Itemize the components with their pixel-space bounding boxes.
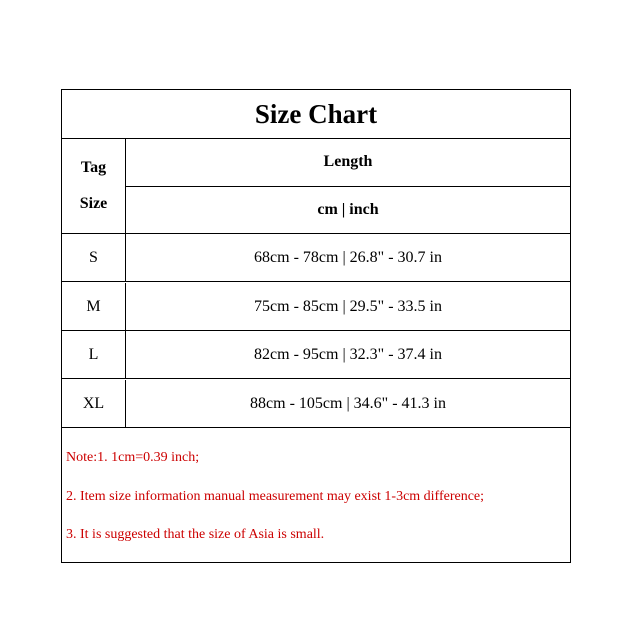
table-row (62, 234, 570, 282)
length-header: Length (126, 138, 570, 187)
table-row (62, 331, 570, 379)
size-chart-table (61, 89, 571, 563)
tag-size-header-line1: Tag (80, 158, 107, 176)
table-row (62, 283, 570, 331)
length-cell: 82cm - 95cm | 32.3" - 37.4 in (254, 345, 442, 363)
note-item: 3. It is suggested that the size of Asia is small. (66, 527, 325, 542)
size-cell: XL (62, 380, 126, 427)
note-item: 2. Item size information manual measurement may exist 1-3cm difference; (66, 489, 485, 504)
note-item: Note:1. 1cm=0.39 inch; (66, 450, 200, 465)
length-cell: 68cm - 78cm | 26.8" - 30.7 in (254, 248, 442, 266)
tag-size-header-line2: Size (79, 194, 108, 212)
tag-size-header (62, 138, 126, 234)
size-cell: M (62, 283, 126, 330)
length-cell: 88cm - 105cm | 34.6" - 41.3 in (250, 394, 446, 412)
length-cell: 75cm - 85cm | 29.5" - 33.5 in (254, 297, 442, 315)
size-cell: L (62, 331, 126, 378)
chart-title: Size Chart (62, 90, 570, 139)
table-row (62, 380, 570, 428)
size-cell: S (62, 234, 126, 281)
units-header: cm | inch (126, 187, 570, 234)
notes-section (62, 428, 570, 562)
